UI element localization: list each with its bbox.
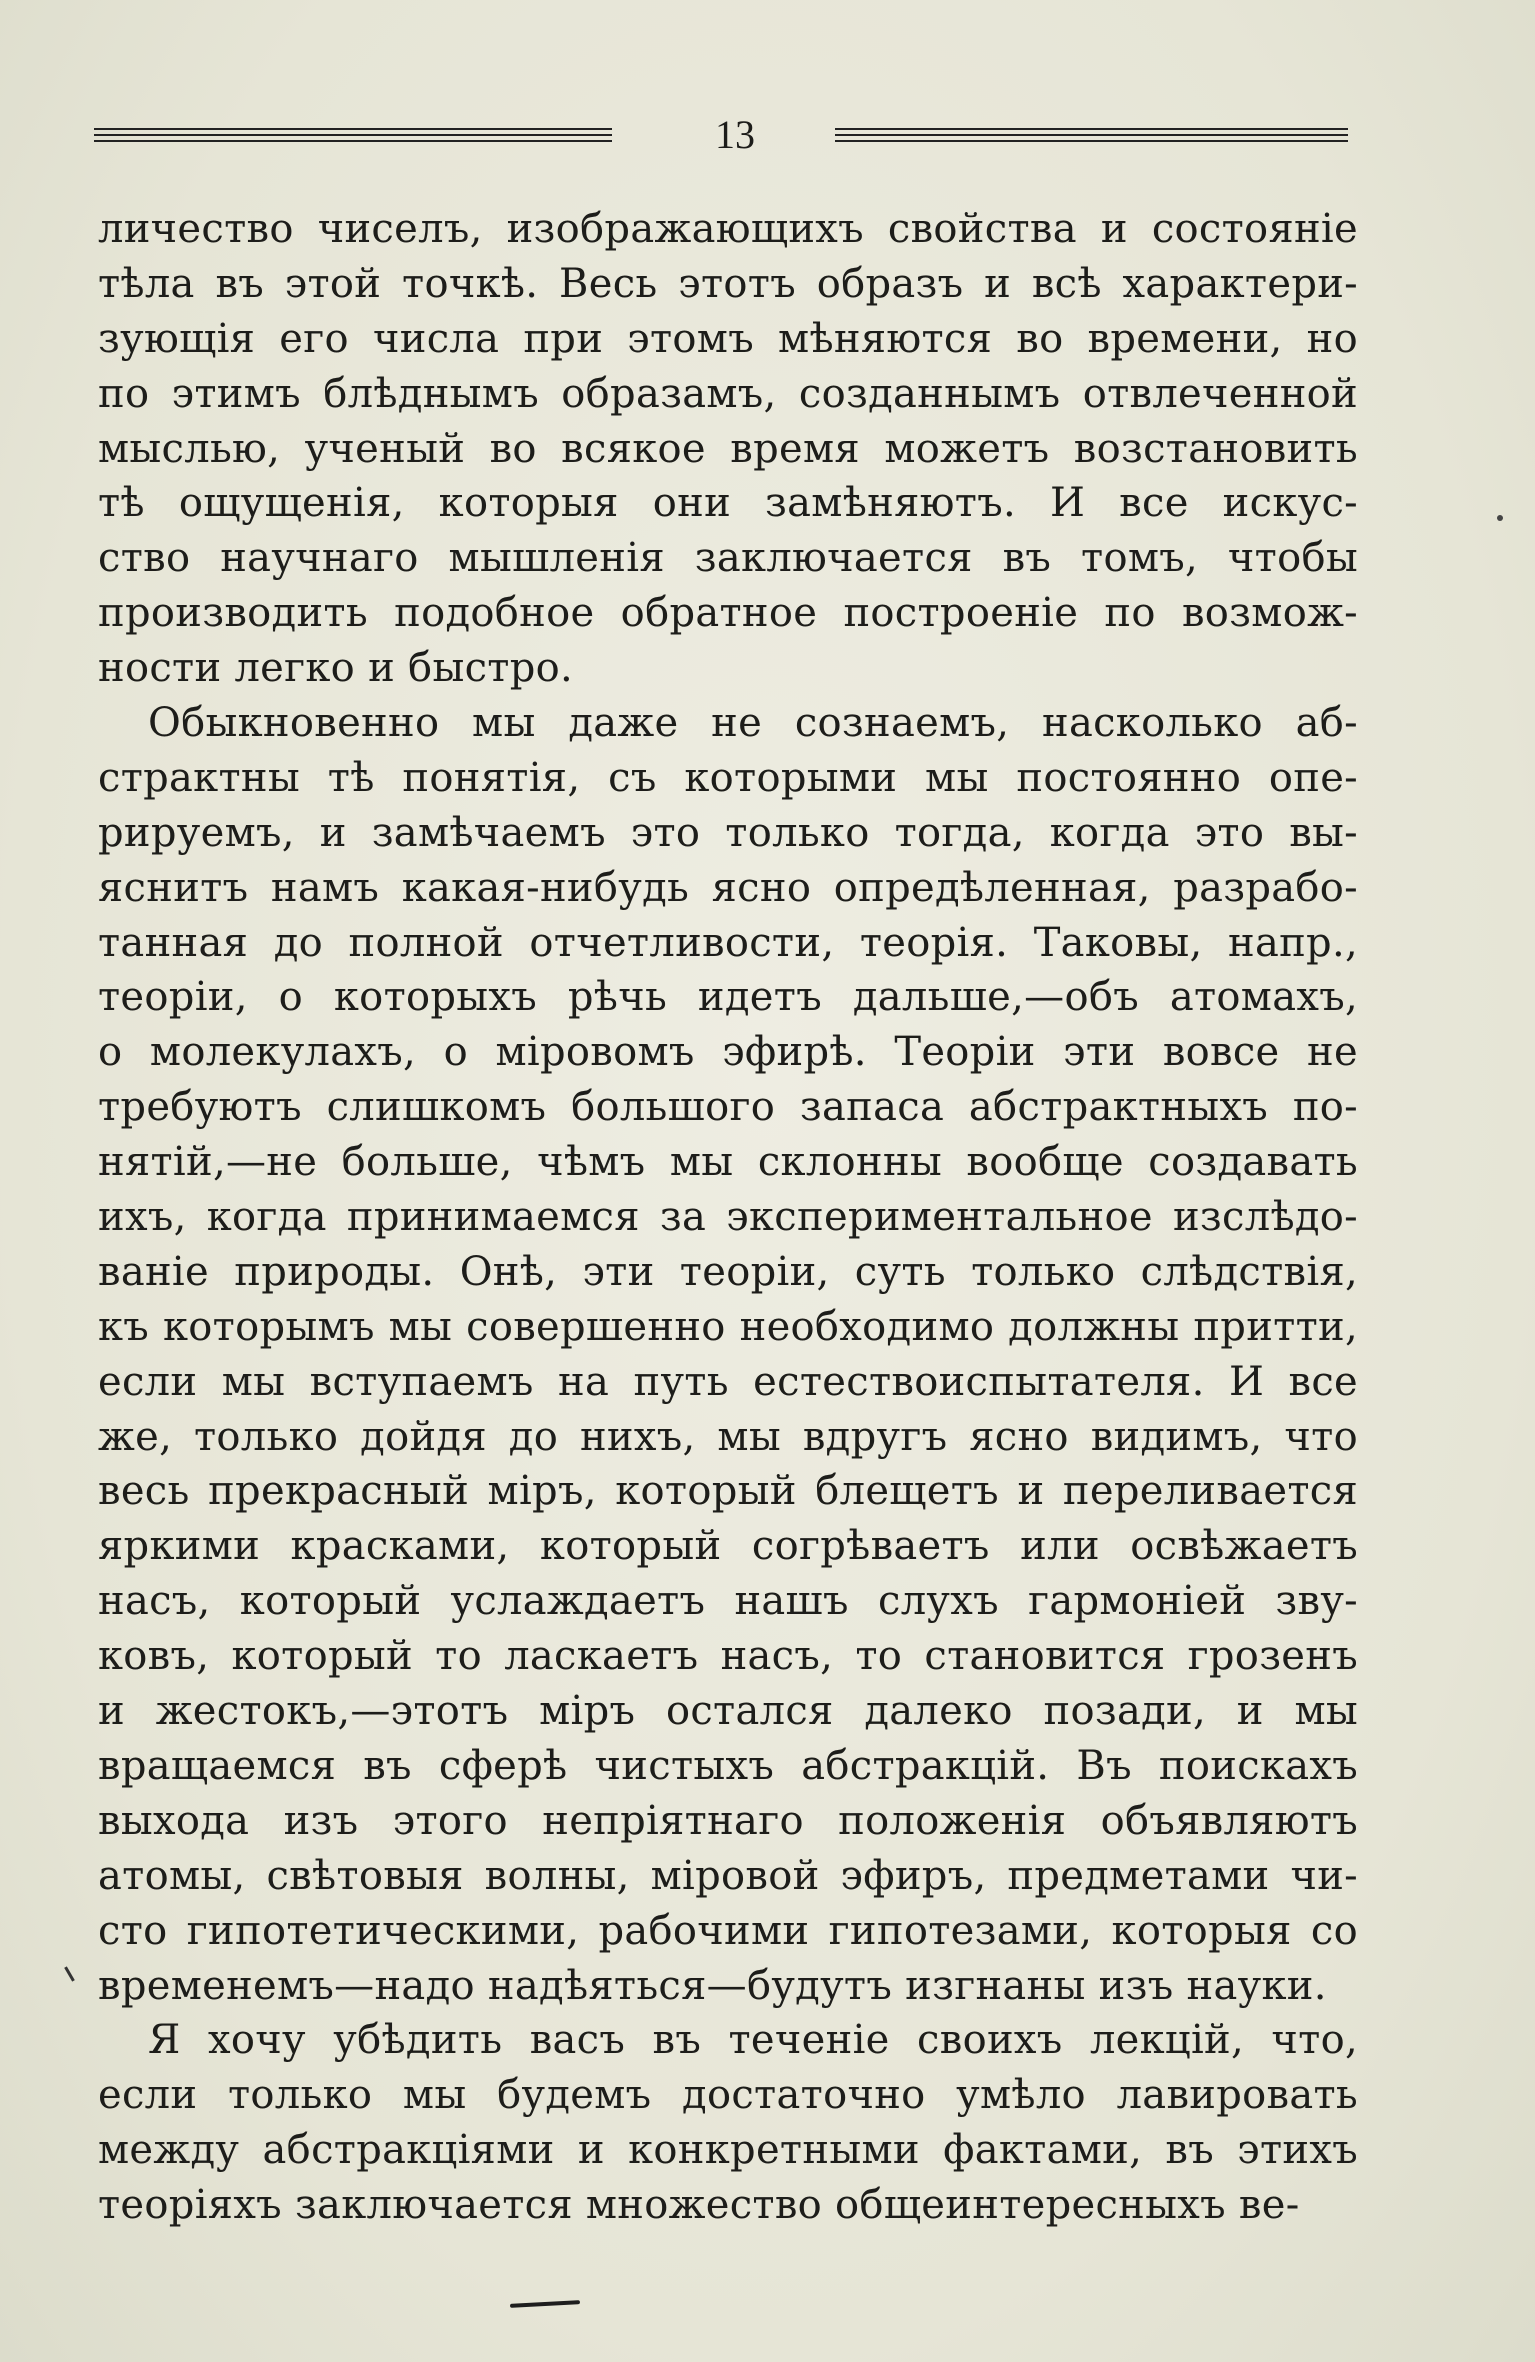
text-line: о молекулахъ, о міровомъ эфирѣ. Теоріи эти вовсе не — [98, 1029, 1358, 1076]
text-line: ковъ, который то ласкаетъ насъ, то становится грозенъ — [98, 1633, 1358, 1680]
text-line: если только мы будемъ достаточно умѣло лавировать — [98, 2072, 1358, 2119]
text-line: между абстракціями и конкретными фактами, въ этихъ — [98, 2127, 1358, 2174]
text-line: къ которымъ мы совершенно необходимо должны притти, — [98, 1303, 1358, 1350]
text-line: ство научнаго мышленія заключается въ томъ, чтобы — [98, 535, 1358, 582]
text-line: ихъ, когда принимаемся за экспериментальное изслѣдо- — [98, 1194, 1358, 1241]
text-line: ваніе природы. Онѣ, эти теоріи, суть только слѣдствія, — [98, 1248, 1358, 1295]
text-line: же, только дойдя до нихъ, мы вдругъ ясно видимъ, что — [98, 1413, 1358, 1460]
text-line: танная до полной отчетливости, теорія. Таковы, напр., — [98, 919, 1358, 966]
text-line: личество чиселъ, изображающихъ свойства и состояніе — [98, 206, 1358, 252]
text-line: тѣ ощущенія, которыя они замѣняютъ. И все искус- — [98, 480, 1358, 527]
text-line: если мы вступаемъ на путь естествоиспытателя. И все — [98, 1358, 1358, 1405]
paragraph — [98, 696, 1358, 2013]
text-line: вращаемся въ сферѣ чистыхъ абстракцій. Въ поискахъ — [98, 1742, 1358, 1789]
header-rule-right — [835, 128, 1348, 142]
text-line: страктны тѣ понятія, съ которыми мы постоянно опе- — [98, 754, 1358, 801]
page-header — [90, 110, 1350, 160]
text-line: тѣла въ этой точкѣ. Весь этотъ образъ и всѣ характери- — [98, 260, 1358, 307]
text-line: теоріи, о которыхъ рѣчь идетъ дальше,—объ атомахъ, — [98, 974, 1358, 1021]
ink-speck — [1497, 515, 1503, 521]
text-line: атомы, свѣтовыя волны, міровой эфиръ, предметами чи- — [98, 1852, 1358, 1899]
margin-tick — [64, 1966, 75, 1981]
text-line: ности легко и быстро. — [98, 645, 574, 692]
text-line: насъ, который услаждаетъ нашъ слухъ гармоніей зву- — [98, 1578, 1358, 1625]
body-text — [98, 202, 1358, 2233]
footer-dash — [510, 2300, 580, 2308]
text-line: сто гипотетическими, рабочими гипотезами, которыя со — [98, 1907, 1358, 1954]
text-line: Обыкновенно мы даже не сознаемъ, насколько аб- — [148, 700, 1358, 747]
text-line: выхода изъ этого непріятнаго положенія объявляютъ — [98, 1797, 1358, 1844]
text-line: Я хочу убѣдить васъ въ теченіе своихъ лекцій, что, — [148, 2017, 1358, 2064]
text-line: теоріяхъ заключается множество общеинтересныхъ ве- — [98, 2182, 1300, 2229]
page-number: 13 — [715, 112, 755, 157]
text-line: яснитъ намъ какая-нибудь ясно опредѣленная, разрабо- — [98, 864, 1358, 911]
text-line: весь прекрасный міръ, который блещетъ и переливается — [98, 1468, 1358, 1515]
paragraph — [98, 202, 1358, 696]
text-line: нятій,—не больше, чѣмъ мы склонны вообще создавать — [98, 1139, 1358, 1186]
text-line: требуютъ слишкомъ большого запаса абстрактныхъ по- — [98, 1084, 1358, 1131]
text-line: временемъ—надо надѣяться—будутъ изгнаны изъ науки. — [98, 1962, 1327, 2009]
text-line: зующія его числа при этомъ мѣняются во времени, но — [98, 315, 1358, 362]
paragraph — [98, 2013, 1358, 2233]
text-line: мыслью, ученый во всякое время можетъ возстановить — [98, 425, 1358, 472]
header-rule-left — [94, 128, 612, 142]
text-line: яркими красками, который согрѣваетъ или освѣжаетъ — [98, 1523, 1358, 1570]
text-line: по этимъ блѣднымъ образамъ, созданнымъ отвлеченной — [98, 370, 1358, 417]
text-line: рируемъ, и замѣчаемъ это только тогда, когда это вы- — [98, 809, 1358, 856]
text-line: и жестокъ,—этотъ міръ остался далеко позади, и мы — [98, 1688, 1358, 1735]
text-line: производить подобное обратное построеніе по возмож- — [98, 590, 1358, 637]
